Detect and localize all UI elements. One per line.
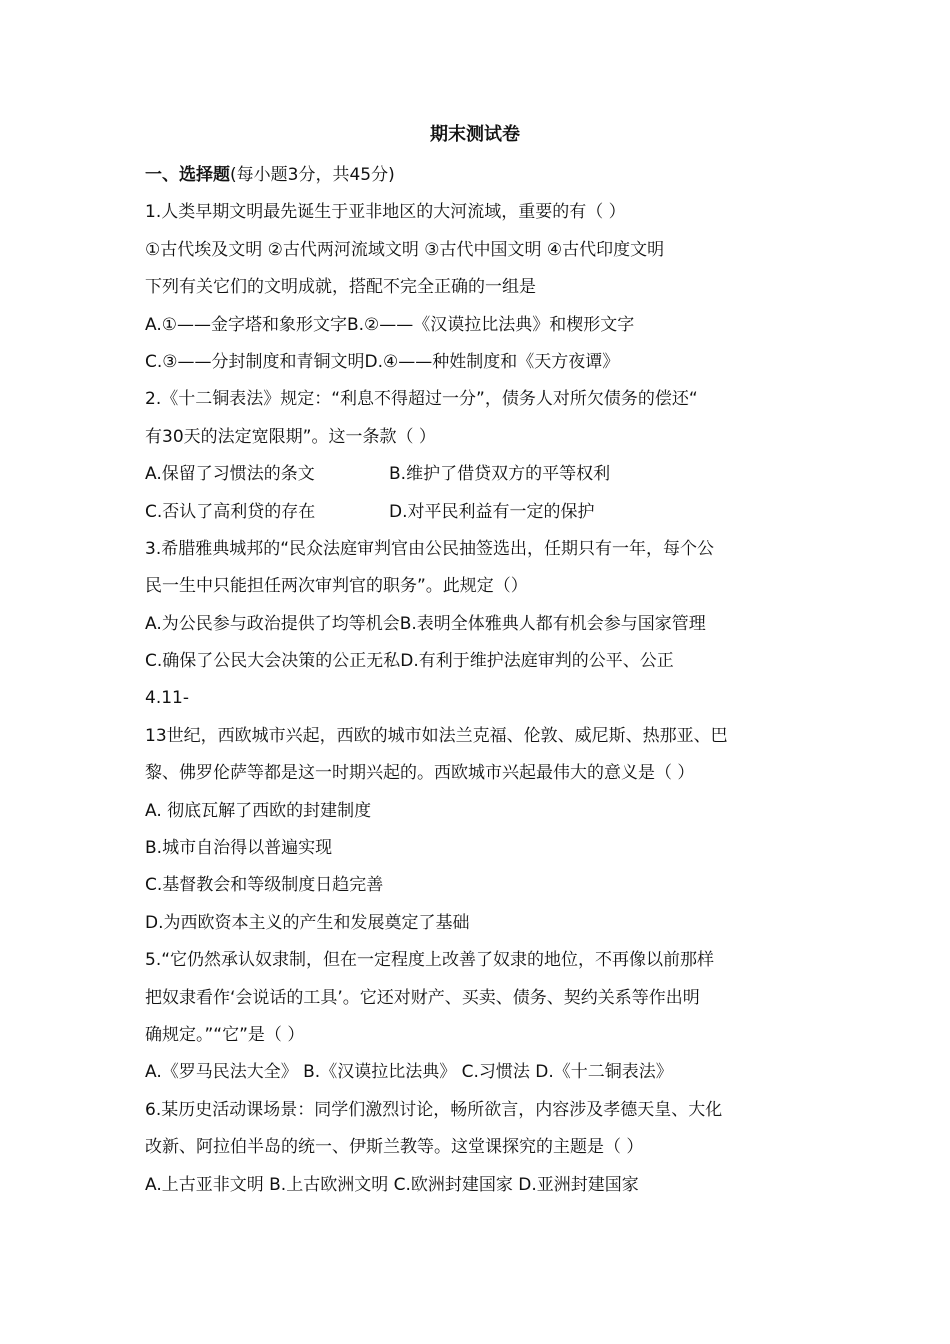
question-2: [145, 381, 805, 531]
option-d: D.对平民利益有一定的保护: [389, 501, 595, 522]
question-3: [145, 531, 805, 681]
question-stem-line: 把奴隶看作‘会说话的工具’。它还对财产、买卖、债务、契约关系等作出明: [145, 987, 700, 1008]
option-line: C.③——分封制度和青铜文明D.④——种姓制度和《天方夜谭》: [145, 351, 620, 372]
option-row: [145, 494, 805, 531]
question-1: [145, 194, 805, 381]
question-stem-line: 1.人类早期文明最先诞生于亚非地区的大河流域，重要的有（ ）: [145, 202, 626, 223]
section-label: 一、选择题: [145, 165, 230, 185]
question-stem-line: 黎、佛罗伦萨等都是这一时期兴起的。西欧城市兴起最伟大的意义是（ ）: [145, 763, 695, 784]
question-stem-line: 民一生中只能担任两次审判官的职务”。此规定（）: [145, 576, 528, 597]
option-b: B.维护了借贷双方的平等权利: [389, 464, 611, 485]
option-line: C.基督教会和等级制度日趋完善: [145, 875, 384, 896]
question-stem-line: 确规定。”“它”是（ ）: [145, 1024, 305, 1045]
option-c: C.否认了高利贷的存在: [145, 501, 316, 522]
option-a: A.保留了习惯法的条文: [145, 464, 315, 485]
option-line: A.《罗马民法大全》 B.《汉谟拉比法典》 C.习惯法 D.《十二铜表法》: [145, 1062, 673, 1083]
question-stem-line: 改新、阿拉伯半岛的统一、伊斯兰教等。这堂课探究的主题是（ ）: [145, 1137, 644, 1158]
option-line: A.上古亚非文明 B.上古欧洲文明 C.欧洲封建国家 D.亚洲封建国家: [145, 1174, 639, 1195]
question-stem-line: 6.某历史活动课场景：同学们激烈讨论，畅所欲言，内容涉及孝德天皇、大化: [145, 1099, 723, 1120]
question-5: [145, 942, 805, 1092]
option-line: A. 彻底瓦解了西欧的封建制度: [145, 800, 372, 821]
question-stem-line: 下列有关它们的文明成就，搭配不完全正确的一组是: [145, 277, 536, 298]
question-stem-line: 有30天的法定宽限期”。这一条款（ ）: [145, 426, 436, 447]
question-stem-line: 4.11-: [145, 688, 189, 709]
question-stem-line: 5.“它仍然承认奴隶制，但在一定程度上改善了奴隶的地位，不再像以前那样: [145, 950, 715, 971]
question-stem-line: 3.希腊雅典城邦的“民众法庭审判官由公民抽签选出，任期只有一年，每个公: [145, 538, 715, 559]
question-stem-line: 2.《十二铜表法》规定：“利息不得超过一分”，债务人对所欠债务的偿还“: [145, 389, 698, 410]
section-heading: [145, 157, 805, 194]
exam-content: [145, 157, 805, 1204]
option-line: A.为公民参与政治提供了均等机会B.表明全体雅典人都有机会参与国家管理: [145, 613, 706, 634]
question-6: [145, 1092, 805, 1204]
option-line: D.为西欧资本主义的产生和发展奠定了基础: [145, 912, 470, 933]
section-note: (每小题3分，共45分): [230, 165, 395, 185]
option-line: B.城市自治得以普遍实现: [145, 838, 333, 859]
question-4: [145, 680, 805, 942]
question-stem-line: 13世纪，西欧城市兴起，西欧的城市如法兰克福、伦敦、威尼斯、热那亚、巴: [145, 725, 728, 746]
option-line: C.确保了公民大会决策的公正无私D.有利于维护法庭审判的公平、公正: [145, 651, 674, 672]
option-row: [145, 456, 805, 493]
option-line: A.①——金字塔和象形文字B.②——《汉谟拉比法典》和楔形文字: [145, 314, 635, 335]
page-title: 期末测试卷: [430, 124, 520, 145]
question-stem-line: ①古代埃及文明 ②古代两河流域文明 ③古代中国文明 ④古代印度文明: [145, 239, 665, 260]
